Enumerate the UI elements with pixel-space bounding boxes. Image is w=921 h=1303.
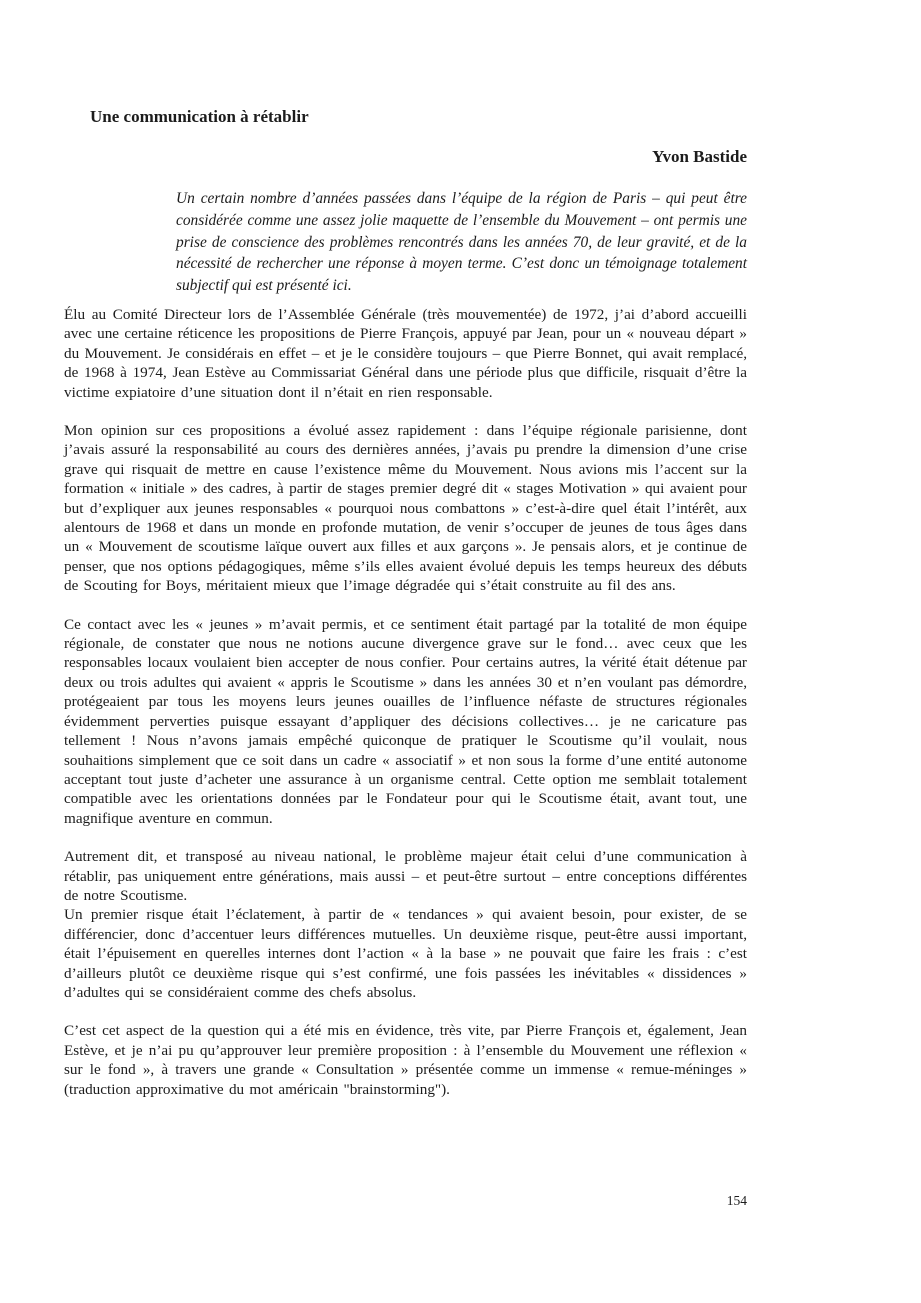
author-name: Yvon Bastide (652, 147, 747, 166)
body-paragraph-5: Un premier risque était l’éclatement, à partir de « tendances » qui avaient besoin, pour exister, de se différencier, donc d’accentuer leurs différences mutuelles. Un deuxième risque, peut-être aussi important, était l’épuisement en querelles internes dont l’action « à la base » ne pouvait que faire les frais : c’est d’ailleurs plutôt ce deuxième risque qui s’est confirmé, une fois passées les inévitables « dissidences » d’adultes qui se considéraient comme des chefs absolus. (64, 906, 747, 1001)
body-paragraph-2: Mon opinion sur ces propositions a évolué assez rapidement : dans l’équipe régionale parisienne, dont j’avais assuré la responsabilité au cours des dernières années, j’avais pu prendre la dimension d’une crise grave qui risquait de mettre en cause l’existence même du Mouvement. Nous avions mis l’accent sur la formation « initiale » des cadres, à partir de stages premier degré dit « stages Motivation » qui avaient pour but d’expliquer aux jeunes responsables « pourquoi nous combattons » c’est-à-dire quel était l’intérêt, aux alentours de 1968 et dans un monde en profonde mutation, de venir s’occuper de jeunes de tous âges dans un « Mouvement de scoutisme laïque ouvert aux filles et aux garçons ». Je pensais alors, et je continue de penser, que nos options pédagogiques, même s’ils elles avaient évolué depuis les temps heureux des débuts de Scouting for Boys, méritaient mieux que l’image dégradée qui s’était construite au fil des ans. (64, 422, 747, 595)
page-title: Une communication à rétablir (90, 107, 309, 126)
page-number: 154 (726, 1193, 747, 1208)
body-paragraph-1: Élu au Comité Directeur lors de l’Assemblée Générale (très mouvementée) de 1972, j’ai d’abord accueilli avec une certaine réticence les propositions de Pierre François, appuyé par Jean, pour un « nouveau départ » du Mouvement. Je considérais en effet – et je le considère toujours – que Pierre Bonnet, qui avait remplacé, de 1968 à 1974, Jean Estève au Commissariat Général dans une période plus que difficile, risquait d’être la victime expiatoire d’une situation dont il n’était en rien responsable. (64, 305, 747, 401)
page-content (64, 0, 747, 1099)
intro-paragraph: Un certain nombre d’années passées dans l’équipe de la région de Paris – qui peut être considérée comme une assez jolie maquette de l’ensemble du Mouvement – ont permis une prise de conscience des problèmes rencontrés dans les années 70, de leur gravité, et de la nécessité de rechercher une réponse à moyen terme. C’est donc un témoignage totalement subjectif qui est présenté ici. (176, 190, 747, 295)
body-paragraph-4: Autrement dit, et transposé au niveau national, le problème majeur était celui d’une communication à rétablir, pas uniquement entre générations, mais aussi – et peut-être surtout – entre conceptions différentes de notre Scoutisme. (64, 848, 747, 904)
body-paragraph-3: Ce contact avec les « jeunes » m’avait permis, et ce sentiment était partagé par la totalité de mon équipe régionale, de constater que nous ne notions aucune divergence grave sur le fond… avec ceux que les responsables locaux voulaient bien accepter de nous confier. Pour certains autres, la vérité était détenue par deux ou trois adultes qui avaient « appris le Scoutisme » dans les années 30 et n’en voulant pas démordre, protégeaient par tous les moyens leurs jeunes ouailles de l’influence néfaste de structures régionales évidemment perverties puisque essayant d’appliquer des décisions collectives… je ne caricature pas tellement ! Nous n’avons jamais empêché quiconque de pratiquer le Scoutisme qu’il voulait, nous souhaitions simplement que ce soit dans un cadre « associatif » et non sous la forme d’une entité autonome acceptant tout juste d’acheter une assurance à un organisme central. Cette option me semblait totalement compatible avec les orientations données par le Fondateur pour qui le Scoutisme était, avant tout, une magnifique aventure en commun. (64, 615, 747, 827)
body-paragraph-6: C’est cet aspect de la question qui a été mis en évidence, très vite, par Pierre François et, également, Jean Estève, et je n’ai pu qu’approuver leur première proposition : à l’ensemble du Mouvement une réflexion « sur le fond », à travers une grande « Consultation » présentée comme un immense « remue-méninges » (traduction approximative du mot américain "brainstorming"). (64, 1022, 747, 1098)
